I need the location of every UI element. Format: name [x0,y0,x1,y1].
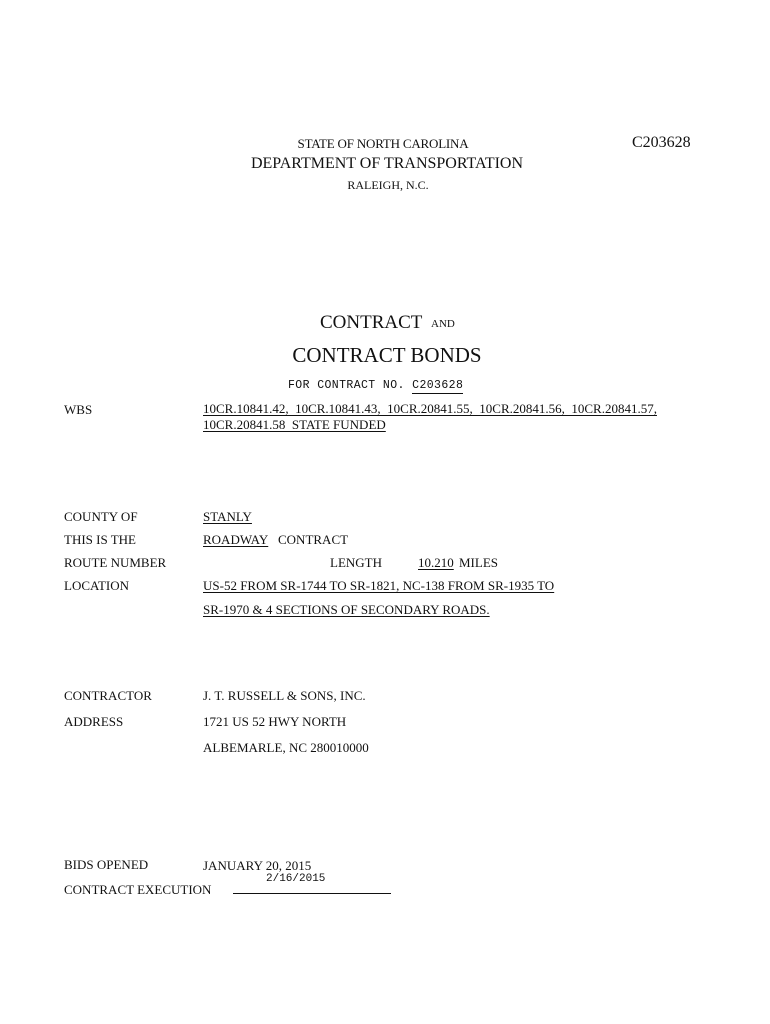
location-label: LOCATION [64,578,129,593]
contractor-label: CONTRACTOR [64,688,152,703]
address-label: ADDRESS [64,714,124,729]
contract-execution-label: CONTRACT EXECUTION [64,882,212,897]
location-value-line-2: SR-1970 & 4 SECTIONS OF SECONDARY ROADS. [203,602,490,617]
for-contract-prefix: FOR CONTRACT NO. [288,379,405,392]
contract-type-suffix: CONTRACT [278,532,349,547]
for-contract-id: C203628 [412,379,464,392]
city-heading: RALEIGH, N.C. [347,178,429,192]
contract-execution-date: 2/16/2015 [266,873,326,885]
length-value: 10.210 [418,555,454,570]
length-unit: MILES [459,555,498,570]
address-line-2: ALBEMARLE, NC 280010000 [203,740,369,755]
length-label: LENGTH [330,555,382,570]
location-value-line-1: US-52 FROM SR-1744 TO SR-1821, NC-138 FROM SR-1935 TO [203,578,555,593]
contract-type-value: ROADWAY [203,532,269,547]
contract-bonds-title: CONTRACT BONDS [292,343,482,367]
contractor-name: J. T. RUSSELL & SONS, INC. [203,688,366,703]
bids-opened-date: JANUARY 20, 2015 [203,858,312,873]
contract-title: CONTRACT [320,312,423,333]
county-label: COUNTY OF [64,509,138,524]
county-value: STANLY [203,509,252,524]
for-contract-number [288,379,463,392]
state-heading: STATE OF NORTH CAROLINA [297,136,469,151]
wbs-label: WBS [64,402,93,417]
contract-execution-signature-line [233,893,391,894]
wbs-value-line-2: 10CR.20841.58 STATE FUNDED [203,417,386,432]
route-number-label: ROUTE NUMBER [64,555,167,570]
department-heading: DEPARTMENT OF TRANSPORTATION [250,155,524,172]
wbs-value-line-1: 10CR.10841.42, 10CR.10841.43, 10CR.20841.55, 10CR.20841.56, 10CR.20841.57, [203,401,657,416]
contract-id-header: C203628 [632,134,691,151]
contract-title-and: AND [431,318,455,330]
contract-type-label: THIS IS THE [64,532,136,547]
bids-opened-label: BIDS OPENED [64,857,149,872]
address-line-1: 1721 US 52 HWY NORTH [203,714,347,729]
